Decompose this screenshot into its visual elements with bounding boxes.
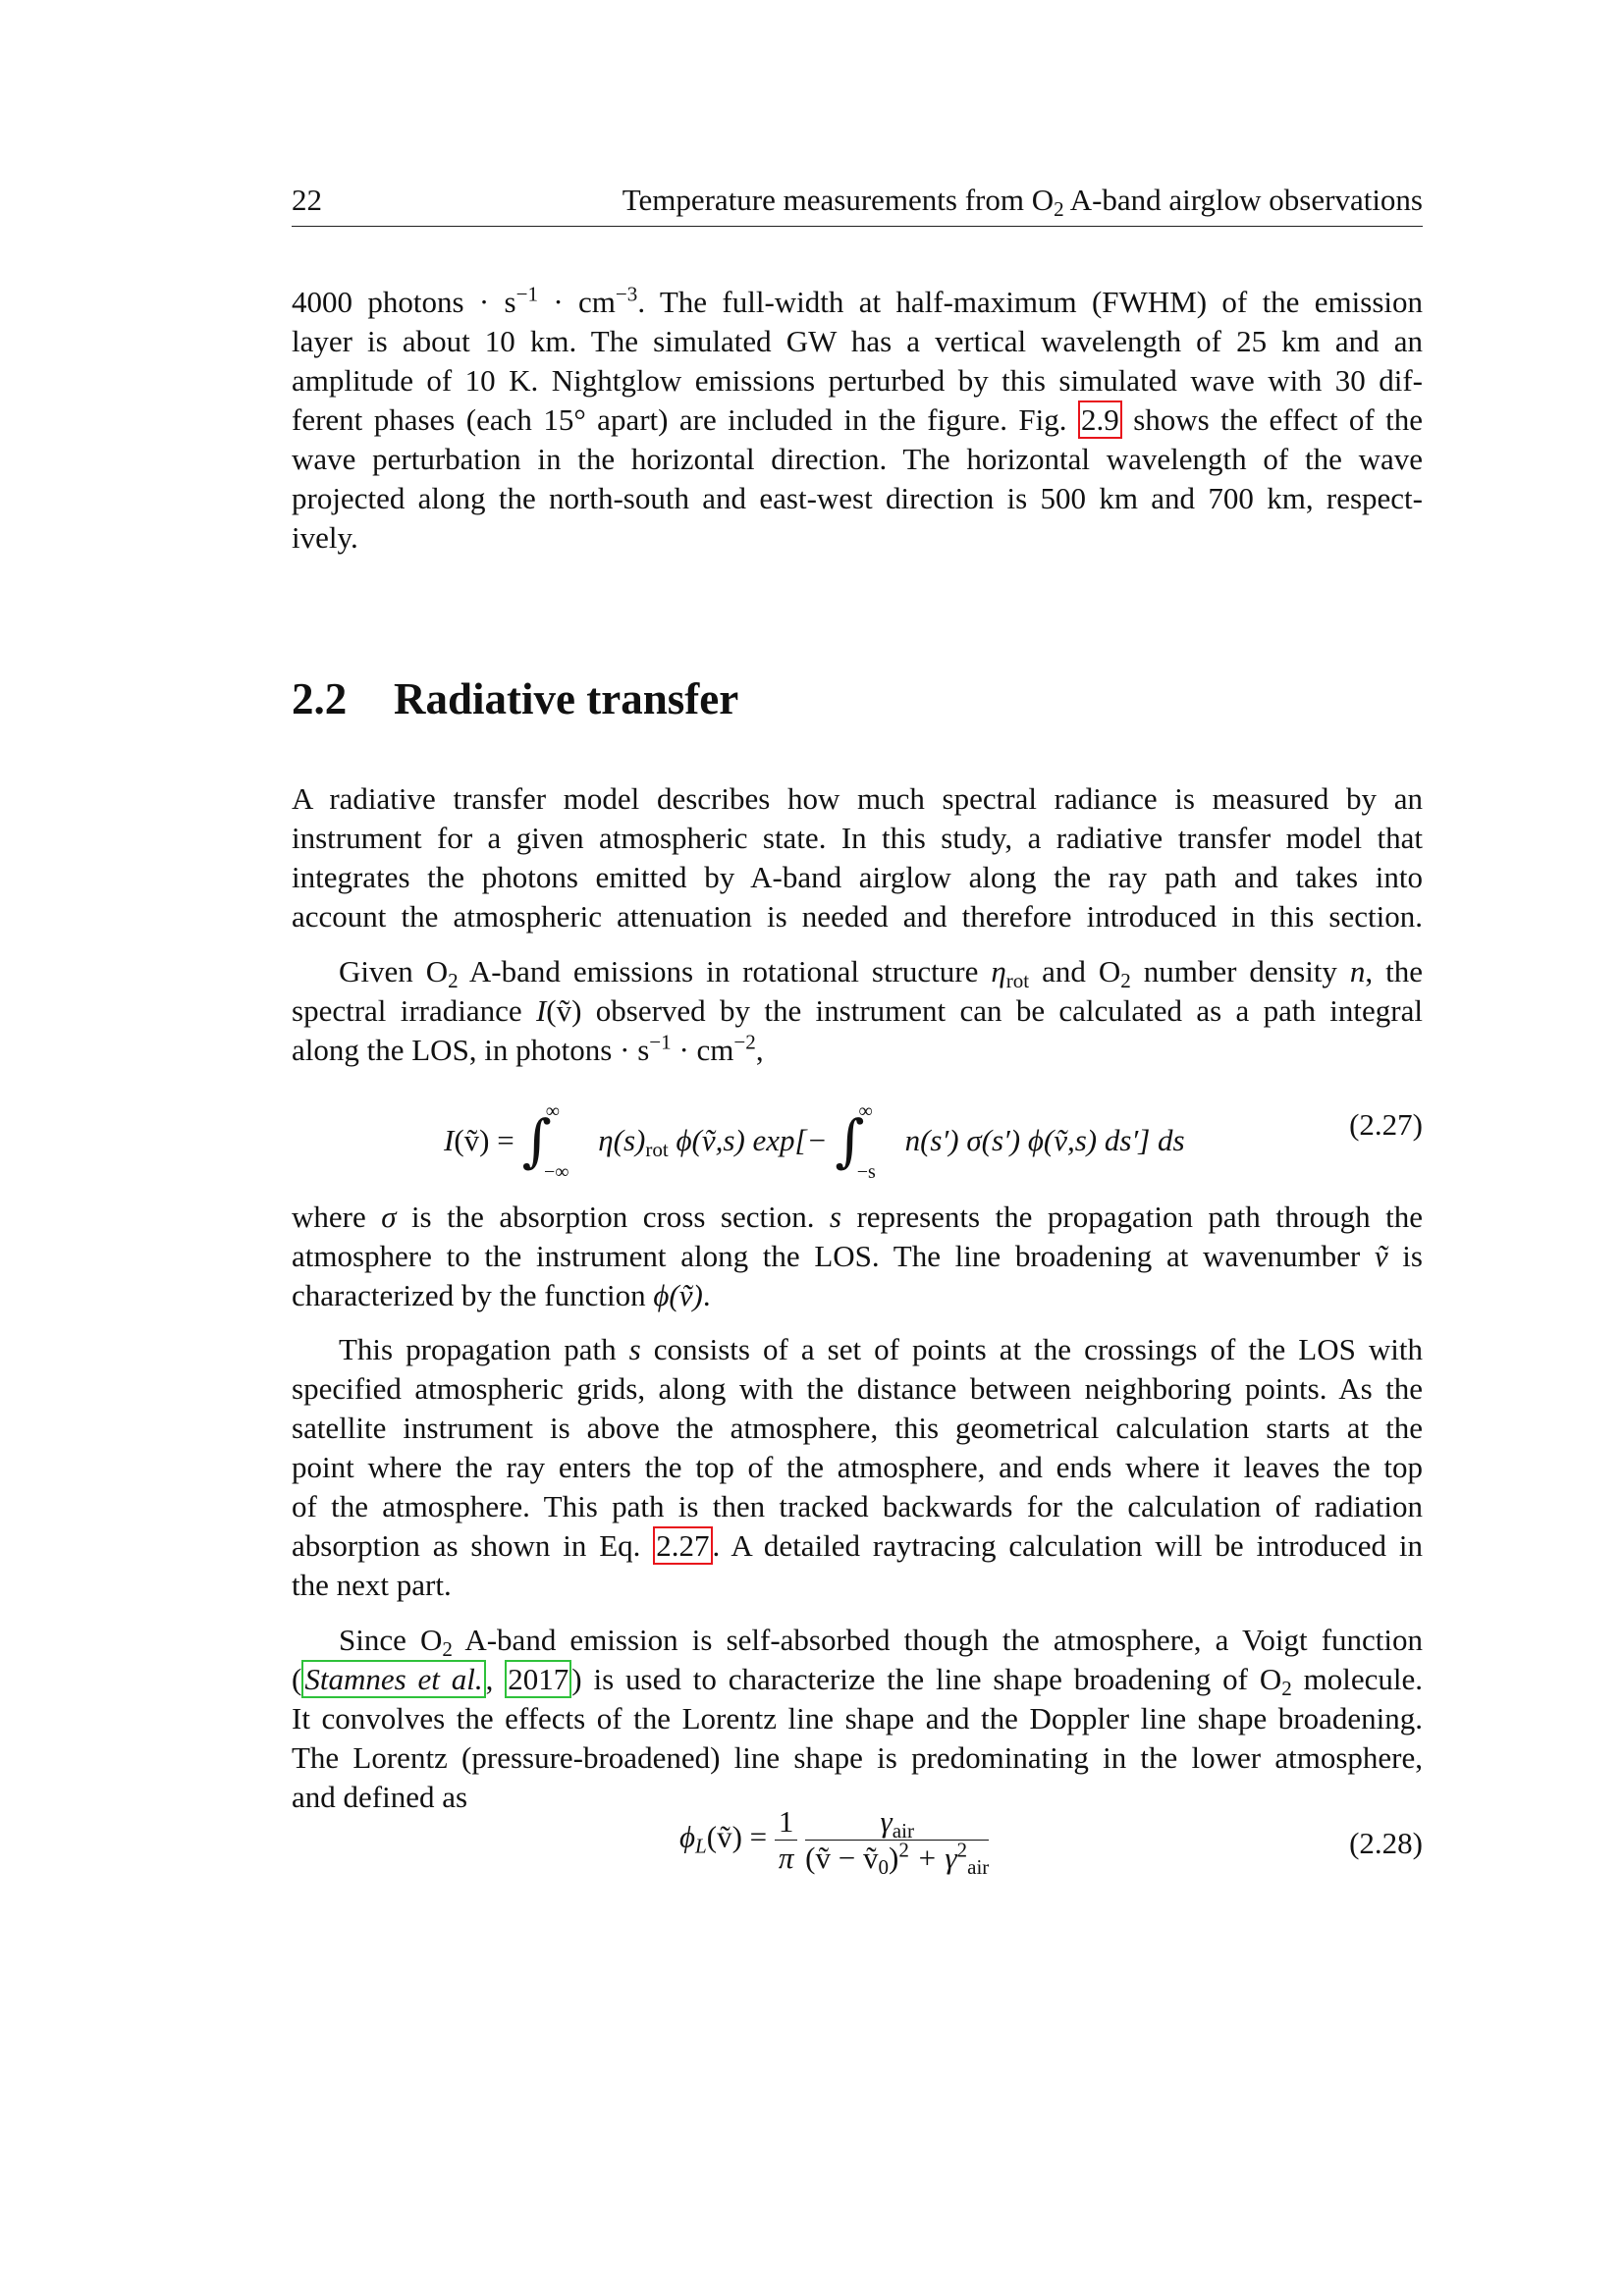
text-line: The Lorentz (pressure-broadened) line shape is predominating in the lower atmosphere, xyxy=(292,1740,1423,1775)
equation-2-28 xyxy=(292,1804,1423,1902)
page-number: 22 xyxy=(292,183,322,217)
text-line: characterized by the function ϕ(ṽ). xyxy=(292,1278,711,1312)
running-header xyxy=(292,183,1423,227)
citation-year-link[interactable]: 2017 xyxy=(505,1660,571,1698)
text-line: amplitude of 10 K. Nightglow emissions perturbed by this simulated wave with 30 dif- xyxy=(292,363,1423,398)
equation-reference-link[interactable]: 2.27 xyxy=(653,1526,712,1565)
paragraph-absorption xyxy=(292,1198,1423,1315)
paragraph-propagation-path xyxy=(292,1330,1423,1605)
text-line: atmosphere to the instrument along the LOS. The line broadening at wavenumber ṽ is xyxy=(292,1239,1423,1273)
text-line: 4000 photons · $s^{-1} \cdot cm^{-3}$. The full-width at half-maximum (FWHM) of the emission xyxy=(292,282,1423,319)
text-line: ively. xyxy=(292,520,358,555)
fraction: $\frac{\gamma_{air}}{(ṽ - ṽ_0)^2 + \gamma^2_{air}}$ xyxy=(805,1804,990,1879)
text-line: spectral irradiance I(ṽ) observed by the instrument can be calculated as a path integral xyxy=(292,993,1423,1028)
text-line: ferent phases (each 15° apart) are included in the figure. Fig. 2.9 shows the effect of the xyxy=(292,402,1424,437)
text-line: instrument for a given atmospheric state. In this study, a radiative transfer model that xyxy=(292,821,1423,855)
text-line: point where the ray enters the top of the atmosphere, and ends where it leaves the top xyxy=(292,1450,1423,1484)
text-line: Since $O_2$ A-band emission is self-absorbed though the atmosphere, a Voigt function xyxy=(339,1623,1424,1661)
equation-2-27 xyxy=(292,1082,1423,1183)
paragraph-voigt xyxy=(292,1621,1423,1817)
section-heading xyxy=(292,673,738,724)
text-line: absorption as shown in Eq. 2.27. A detailed raytracing calculation will be introduced in xyxy=(292,1528,1424,1563)
equation-body: I(ṽ) = $\int^\infty_{-\infty}$ $\eta(s)_{rot}$ ϕ(ṽ,s) $\exp[- \int^\infty_{-s}$ n(s′) σ(s′) ϕ(ṽ,s) ds′] ds xyxy=(444,1100,1185,1183)
figure-reference-link[interactable]: 2.9 xyxy=(1078,400,1122,439)
section-title: Radiative transfer xyxy=(394,674,739,723)
text-line: wave perturbation in the horizontal direction. The horizontal wavelength of the wave xyxy=(292,442,1423,476)
text-line: account the atmospheric attenuation is needed and therefore introduced in this section. xyxy=(292,899,1423,934)
running-title: Temperature measurements from $O_2$ A-band airglow observations xyxy=(622,183,1423,221)
text-line: Given $O_2$ A-band emissions in rotational structure $\eta_{rot}$ and $O_2$ number density n, the xyxy=(339,954,1423,992)
text-line: along the LOS, in photons · $s^{-1} \cdot cm^{-2}$, xyxy=(292,1030,764,1067)
text-line: layer is about 10 km. The simulated GW has a vertical wavelength of 25 km and an xyxy=(292,324,1423,358)
text-line: projected along the north-south and east-west direction is 500 km and 700 km, respect- xyxy=(292,481,1423,515)
text-line: of the atmosphere. This path is then tracked backwards for the calculation of radiation xyxy=(292,1489,1423,1523)
text-line: A radiative transfer model describes how much spectral radiance is measured by an xyxy=(292,781,1423,816)
fraction: $\frac{1}{\pi}$ xyxy=(775,1804,798,1876)
paragraph-gw-simulation xyxy=(292,283,1423,558)
text-line: satellite instrument is above the atmosphere, this geometrical calculation starts at the xyxy=(292,1411,1423,1445)
citation-author-link[interactable]: Stamnes et al. xyxy=(301,1660,485,1698)
text-line: This propagation path s consists of a set of points at the crossings of the LOS with xyxy=(339,1332,1423,1366)
text-line: the next part. xyxy=(292,1568,452,1602)
text-line: integrates the photons emitted by A-band airglow along the ray path and takes into xyxy=(292,860,1423,894)
equation-number: (2.28) xyxy=(1349,1826,1423,1860)
text-line: where σ is the absorption cross section. s represents the propagation path through the xyxy=(292,1200,1423,1234)
paragraph-rt-intro xyxy=(292,779,1423,936)
paragraph-irradiance xyxy=(292,952,1423,1070)
equation-number: (2.27) xyxy=(1349,1107,1423,1142)
equation-body: $\phi_L(ṽ)$ = $\frac{1}{\pi}$ $\frac{\gamma_{air}}{(ṽ - ṽ_0)^2 + \gamma^2_{air}}$ xyxy=(679,1804,990,1879)
text-line: specified atmospheric grids, along with the distance between neighboring points. As the xyxy=(292,1371,1423,1406)
section-number: 2.2 xyxy=(292,674,348,723)
text-line: (Stamnes et al., 2017) is used to characterize the line shape broadening of $O_2$ molecule. xyxy=(292,1662,1424,1700)
text-line: and defined as xyxy=(292,1780,468,1814)
text-line: It convolves the effects of the Lorentz line shape and the Doppler line shape broadening. xyxy=(292,1701,1423,1735)
